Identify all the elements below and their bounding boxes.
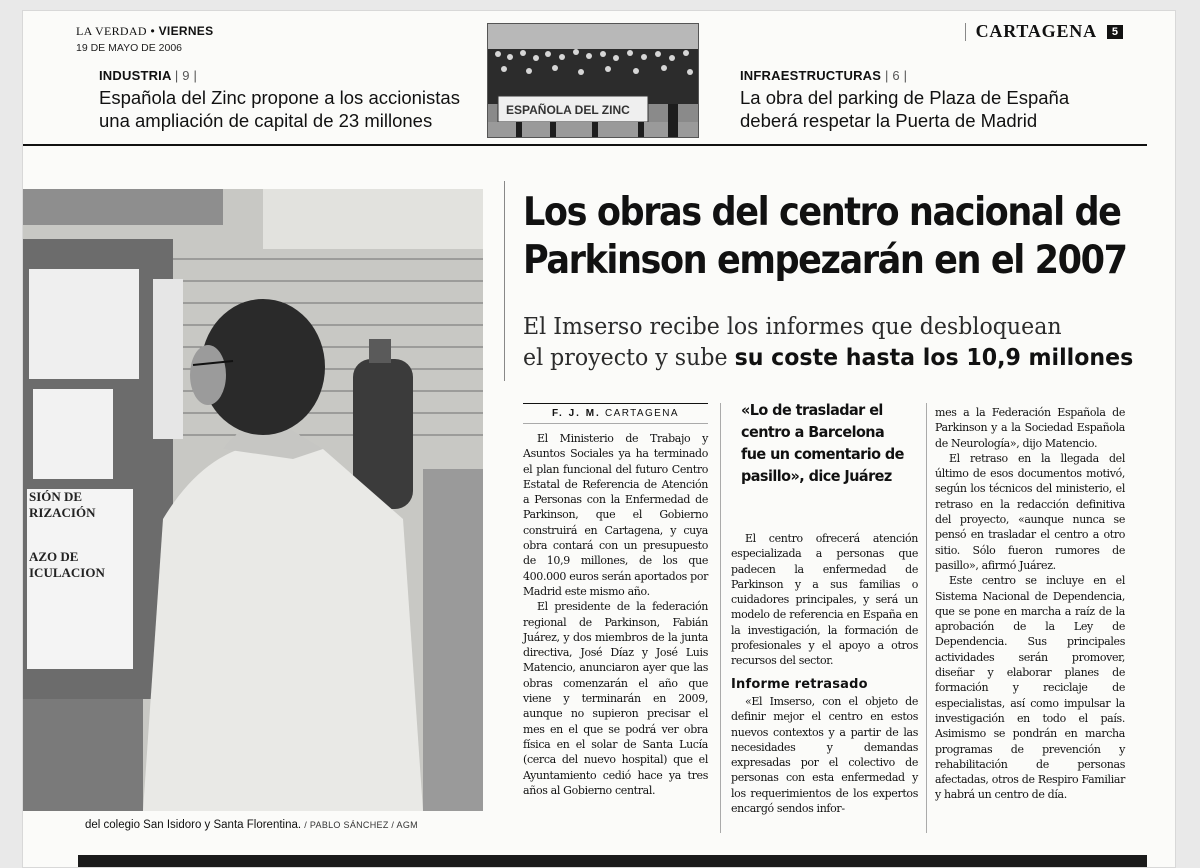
paragraph: Este centro se incluye en el Sistema Nacional de Dependencia, que se pone en marcha a raíz de la aprobación de la Ley de Dependencia. Sus principales actividades serán promover, diseñar y elaborar planes de formación y reciclaje de especialistas, así como impulsar la investigación en todo el país. Asimismo se pondrán en marcha programas de prevención y rehabilitación de personas afectadas, otros de Respiro Familiar y habrá un centro de día. bbox=[935, 574, 1125, 802]
paragraph: mes a la Federación Española de Parkinson y a la Sociedad Española de Neurología», dijo Matencio. bbox=[935, 406, 1125, 450]
teaser-page-ref: | 6 | bbox=[884, 68, 908, 83]
notice-text: RIZACIÓN bbox=[29, 505, 96, 520]
main-photo bbox=[23, 189, 483, 811]
subhead-line bbox=[523, 342, 1134, 373]
byline-author: F. J. M. bbox=[552, 408, 601, 419]
column-divider bbox=[720, 403, 721, 833]
headline-line: Parkinson empezarán en el 2007 bbox=[523, 238, 1127, 283]
page-number: 5 bbox=[1107, 25, 1123, 39]
masthead-divider bbox=[965, 23, 966, 41]
byline bbox=[523, 403, 708, 424]
masthead-left bbox=[76, 24, 213, 54]
bottom-ad-band bbox=[78, 855, 1147, 867]
article-subhead bbox=[523, 311, 1134, 373]
headline-divider bbox=[504, 181, 505, 381]
teaser-headline-line: Española del Zinc propone a los accionistas bbox=[99, 87, 460, 108]
newspaper-page bbox=[22, 10, 1176, 868]
teaser-tag bbox=[740, 68, 1120, 83]
header-rule bbox=[23, 144, 1147, 146]
teaser-tag-label: INFRAESTRUCTURAS bbox=[740, 68, 882, 83]
teaser-headline-line: una ampliación de capital de 23 millones bbox=[99, 110, 433, 131]
publication-line bbox=[76, 24, 213, 39]
teaser-headline bbox=[740, 86, 1120, 132]
teaser-headline-line: La obra del parking de Plaza de España bbox=[740, 87, 1070, 108]
teaser-headline-line: deberá respetar la Puerta de Madrid bbox=[740, 110, 1038, 131]
subsection-heading: Informe retrasado bbox=[731, 676, 868, 692]
paragraph: El presidente de la federación regional de Parkinson, Fabián Juárez, y dos miembros de la junta directiva, José Díaz y José Luis Matencio, anunciaron ayer que las obras comenzarán el año que viene y terminarán en 2009, aunque no supieron precisar el mes en el que se podrá ver obra física en el solar de Santa Lucía (cerca del nuevo hospital) que el Ayuntamiento cedió hace ya tres años al Gobierno central. bbox=[523, 600, 708, 797]
photo-credit: / PABLO SÁNCHEZ / AGM bbox=[304, 820, 418, 830]
teaser-page-ref: | 9 | bbox=[174, 68, 198, 83]
publication-date: 19 DE MAYO DE 2006 bbox=[76, 42, 183, 54]
man-reading-noticeboard-image bbox=[23, 189, 483, 811]
teaser-tag-label: INDUSTRIA bbox=[99, 68, 172, 83]
notice-text: ICULACION bbox=[29, 565, 105, 580]
teaser-industria[interactable] bbox=[99, 68, 479, 132]
byline-place: CARTAGENA bbox=[605, 408, 679, 419]
teaser-tag bbox=[99, 68, 479, 83]
headline-line: Los obras del centro nacional de bbox=[523, 190, 1121, 235]
paragraph: El retraso en la llegada del último de esos documentos motivó, según los técnicos del ministerio, el retraso en la redacción definitiva del proyecto, «aunque nunca se pensó en trasladar el centro a otro sitio. Sólo fueron rumores de pasillo», afirmó Juárez. bbox=[935, 451, 1125, 572]
article-column-1 bbox=[523, 431, 708, 798]
pull-quote: «Lo de trasladar el centro a Barcelona fue un comentario de pasillo», dice Juárez bbox=[741, 401, 904, 485]
paragraph: El Ministerio de Trabajo y Asuntos Sociales ya ha terminado el plan funcional del futuro Centro Estatal de Referencia de Atención a Personas con la Enfermedad de Parkinson, que el Gobierno construirá en Cartagena, y cuya obra contará con un presupuesto de 10,9 millones, de los que 400.000 euros serán aportados por Madrid este mismo año. bbox=[523, 432, 708, 598]
article-headline bbox=[523, 189, 1127, 285]
photo-caption-text: del colegio San Isidoro y Santa Florentina. bbox=[85, 819, 302, 831]
subhead-bold: su coste hasta los 10,9 millones bbox=[734, 343, 1134, 371]
teaser-headline bbox=[99, 86, 479, 132]
subhead-plain: el proyecto y sube bbox=[523, 343, 735, 371]
paragraph: «El Imserso, con el objeto de definir mejor el centro en estos nuevos contextos y a partir de las necesidades y demandas expresadas por el colectivo de personas con esta enfermedad y los requerimientos de los expertos encargó sendos infor- bbox=[731, 694, 918, 816]
column-divider bbox=[926, 403, 927, 833]
notice-text: AZO DE bbox=[29, 549, 79, 564]
article-column-3 bbox=[935, 405, 1125, 803]
teaser-infraestructuras[interactable] bbox=[740, 68, 1120, 132]
subhead-line: El Imserso recibe los informes que desbloquean bbox=[523, 312, 1062, 340]
paragraph: El centro ofrecerá atención especializada a personas que padecen la enfermedad de Parkinson y a sus familias o cuidadores principales, y será un modelo de referencia en España en la investigación, la formación de profesionales y el apoyo a otros recursos del sector. bbox=[731, 532, 918, 668]
section-name: CARTAGENA bbox=[975, 21, 1097, 41]
protest-banner-text: ESPAÑOLA DEL ZINC bbox=[506, 103, 630, 117]
protest-crowd-image bbox=[488, 24, 699, 138]
publication-name: LA VERDAD bbox=[76, 24, 147, 38]
bullet: • bbox=[150, 24, 155, 38]
notice-text: SIÓN DE bbox=[29, 489, 83, 504]
protest-thumbnail-photo bbox=[487, 23, 699, 138]
masthead-right bbox=[965, 21, 1123, 42]
publication-day: VIERNES bbox=[158, 24, 214, 38]
article-column-2 bbox=[731, 531, 918, 816]
photo-caption bbox=[85, 819, 418, 831]
